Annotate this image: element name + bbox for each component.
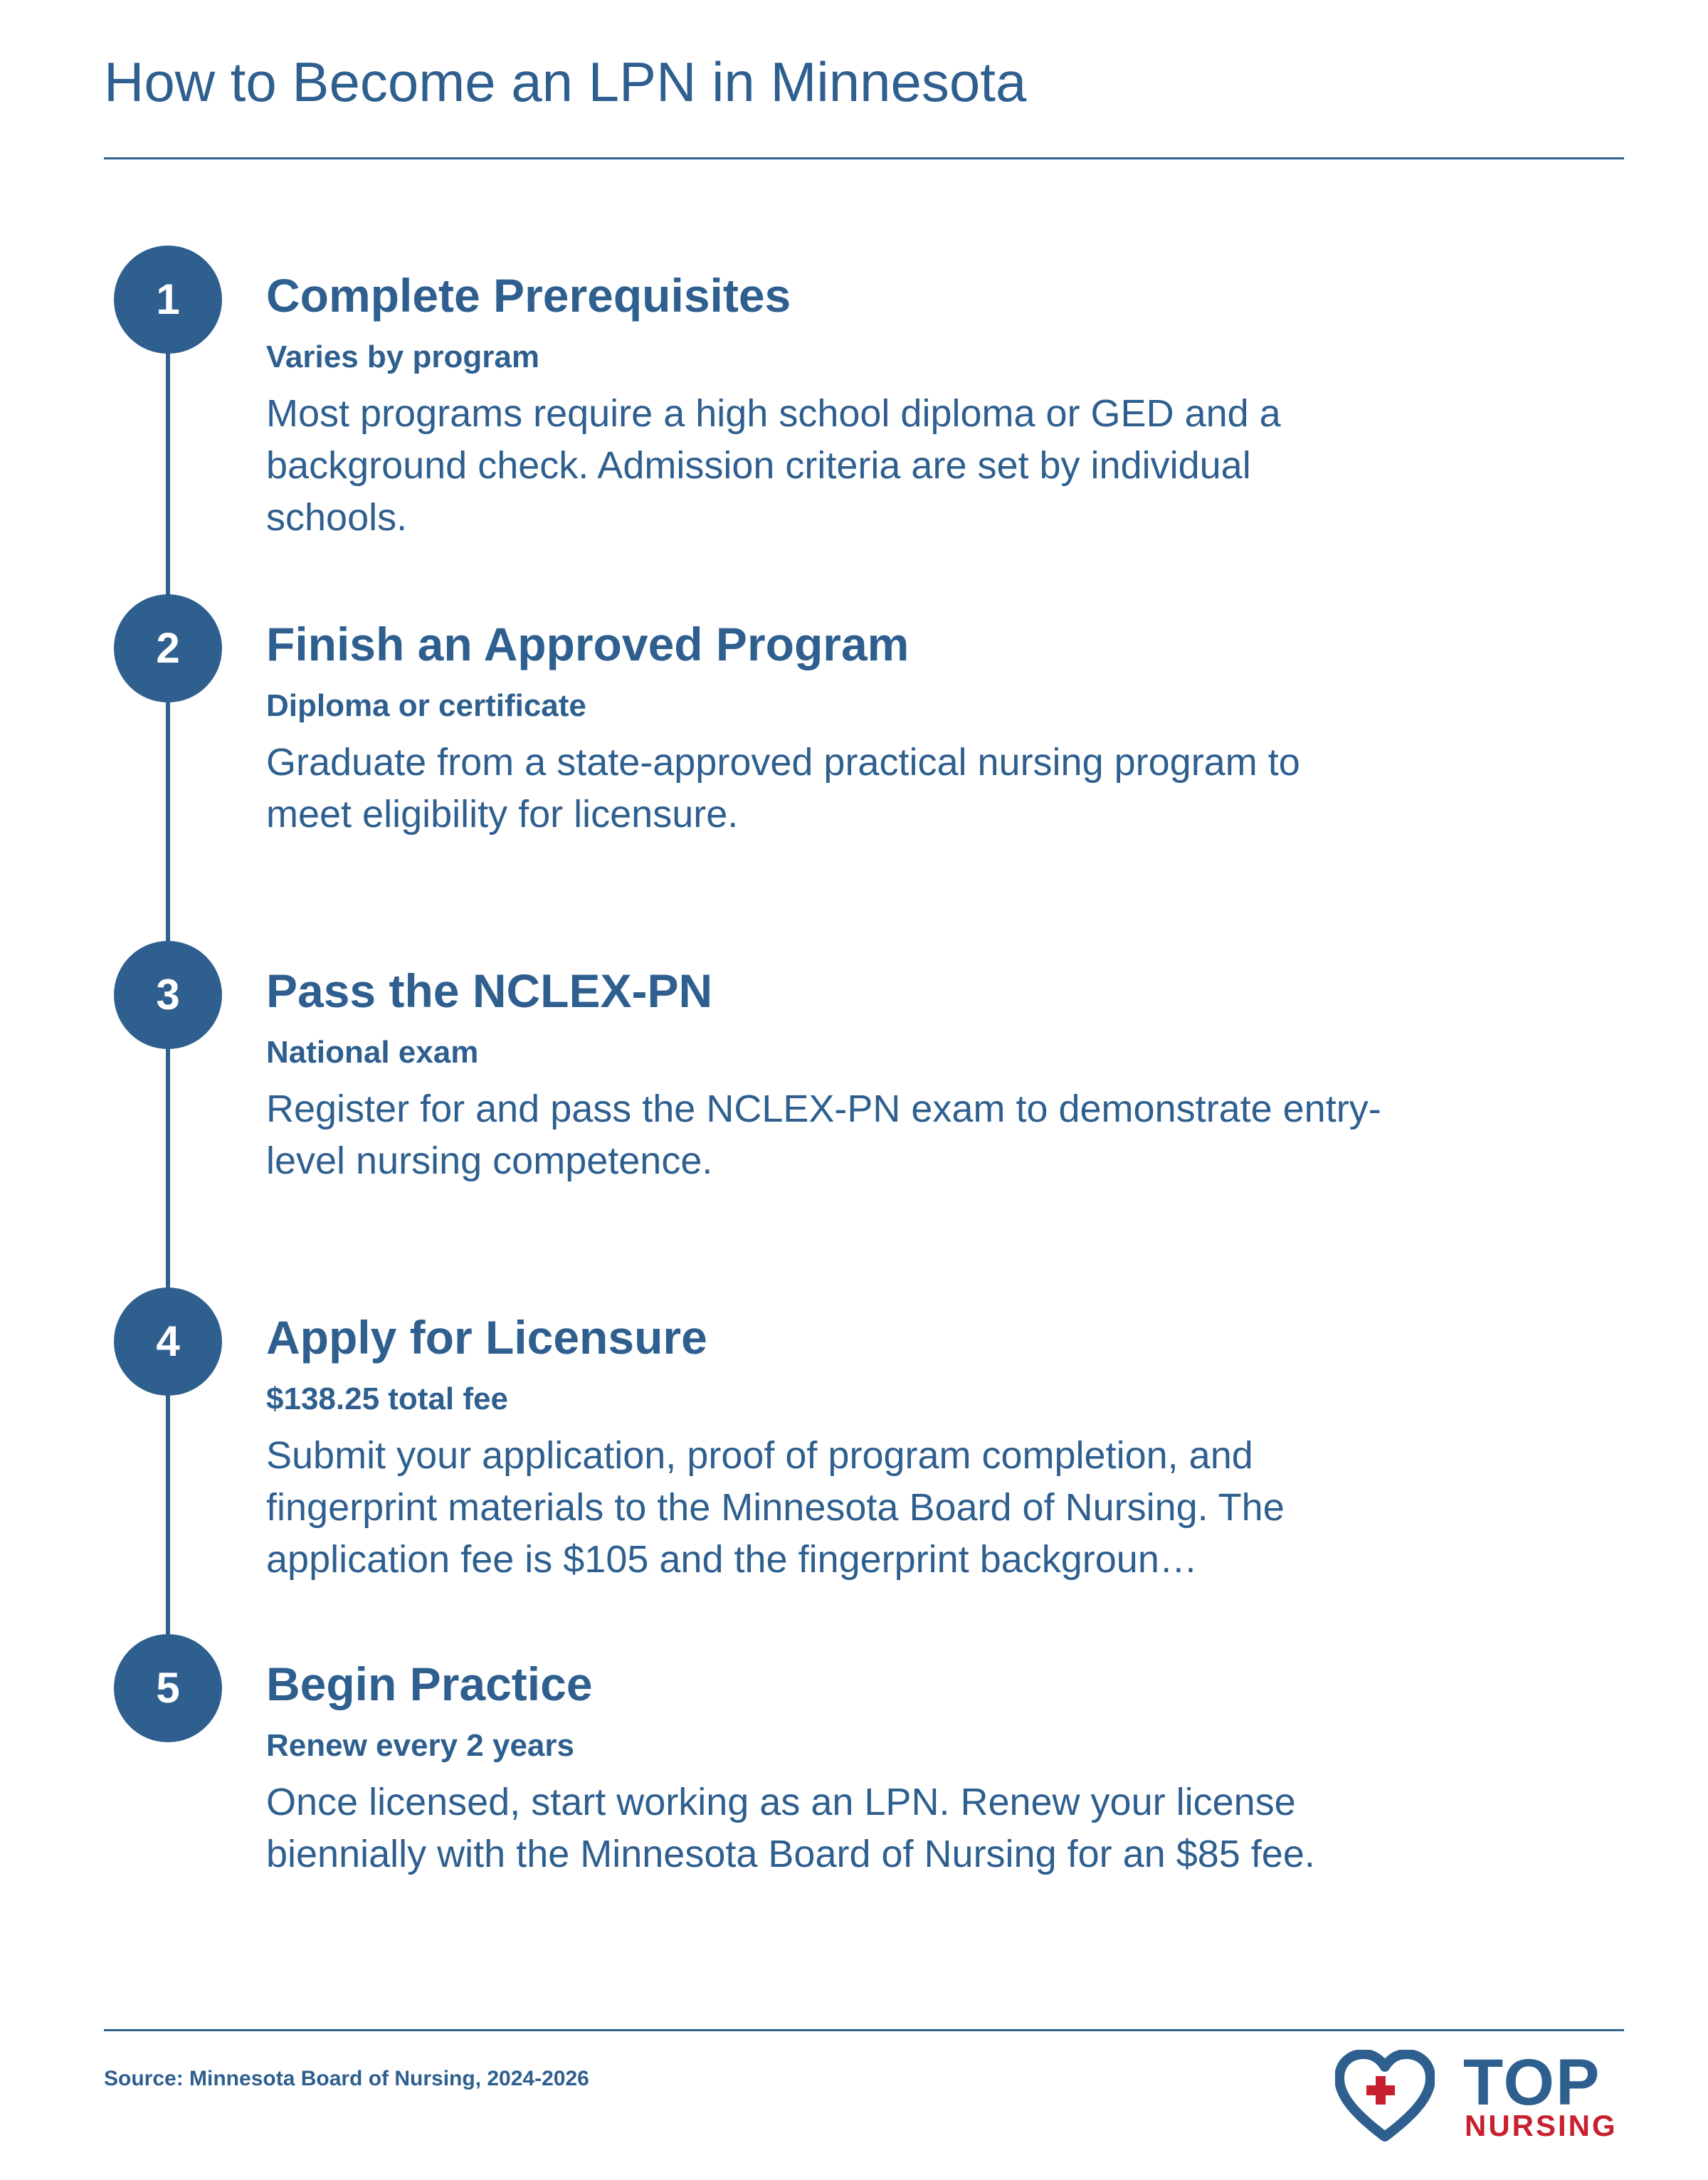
step-subtitle: National exam xyxy=(266,1035,479,1070)
step-subtitle: Diploma or certificate xyxy=(266,688,586,723)
step-title: Begin Practice xyxy=(266,1658,593,1710)
step-description: Most programs require a high school diploma or GED and a background check. Admission criteria are set by individual schools. xyxy=(266,392,1281,539)
step-description: Once licensed, start working as an LPN. Renew your license biennially with the Minnesota Board of Nursing for an $85 fee. xyxy=(266,1781,1315,1875)
step-subtitle: $138.25 total fee xyxy=(266,1381,508,1416)
step-number-badge: 2 xyxy=(114,594,222,702)
step-title: Apply for Licensure xyxy=(266,1311,707,1364)
step-subtitle: Varies by program xyxy=(266,339,539,374)
step-number-badge: 1 xyxy=(114,246,222,354)
step-title: Pass the NCLEX-PN xyxy=(266,964,713,1017)
step-number-badge: 4 xyxy=(114,1288,222,1396)
step-number-badge: 5 xyxy=(114,1634,222,1742)
step-description: Graduate from a state-approved practical nursing program to meet eligibility for licensure. xyxy=(266,741,1300,836)
step-title: Complete Prerequisites xyxy=(266,269,791,322)
logo-text-top: TOP xyxy=(1463,2046,1601,2119)
source-citation: Source: Minnesota Board of Nursing, 2024-2026 xyxy=(104,2067,589,2090)
step-description: Register for and pass the NCLEX-PN exam to demonstrate entry-level nursing competence. xyxy=(266,1088,1381,1182)
heart-cross-icon xyxy=(1335,2050,1435,2142)
logo-text-nursing: NURSING xyxy=(1465,2109,1618,2142)
brand-logo xyxy=(1335,2046,1634,2142)
step-number-badge: 3 xyxy=(114,941,222,1049)
page-title: How to Become an LPN in Minnesota xyxy=(104,51,1027,113)
footer-divider xyxy=(104,2029,1624,2031)
step-description: Submit your application, proof of program completion, and fingerprint materials to the Minnesota Board of Nursing. The application fee is $105 and the fingerprint backgroun… xyxy=(266,1434,1285,1581)
header-divider xyxy=(104,157,1624,159)
step-subtitle: Renew every 2 years xyxy=(266,1728,574,1763)
step-title: Finish an Approved Program xyxy=(266,618,910,670)
